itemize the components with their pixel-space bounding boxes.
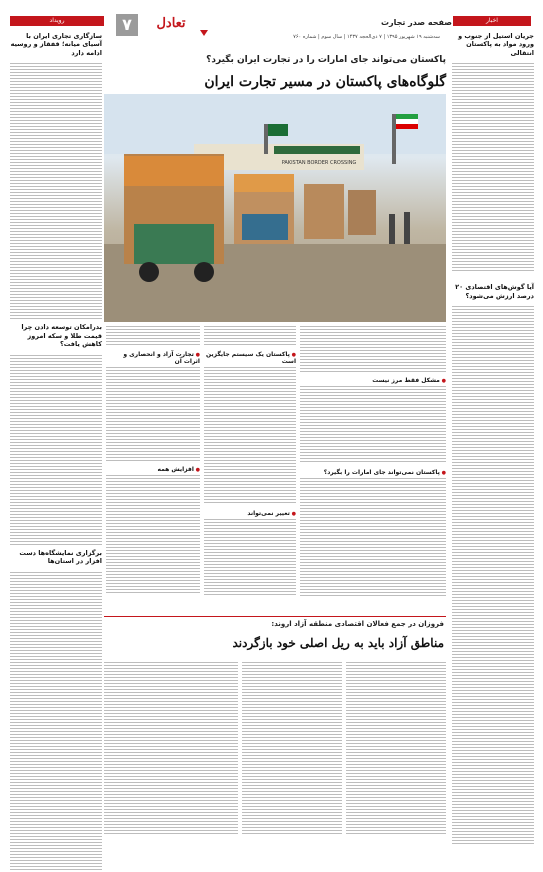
right-column-body-2 <box>452 306 534 846</box>
main-body-i <box>106 475 200 595</box>
bottom-column-1 <box>346 662 446 842</box>
bottom-subtitle: فروزان در جمع فعالان اقتصادی منطقه آزاد اروند: <box>271 620 444 628</box>
right-column <box>452 32 534 840</box>
bottom-body-1 <box>346 662 446 838</box>
triangle-icon <box>200 30 208 36</box>
main-bullet-3: ● پاکستان یک سیستم جایگزین است <box>204 351 296 365</box>
main-bullet-2: ● پاکستان نمی‌تواند جای امارات را بگیرد؟ <box>300 469 446 476</box>
bottom-column-2 <box>242 662 342 842</box>
bottom-body-2 <box>242 662 342 838</box>
page-number: ۷ <box>116 14 138 36</box>
left-column-headline-3: برگزاری نمایشگاه‌ها دست افزار در استان‌ها <box>19 548 102 566</box>
main-body-b <box>300 386 446 466</box>
left-column-headline-2: بدرامکان توسعه دادن چرا قیمت طلا و سکه امروز کاهش یافت؟ <box>21 323 102 349</box>
newspaper-logo: تعادل <box>156 16 186 31</box>
main-body-f <box>204 519 296 599</box>
main-bullet-4: ● تجارت آزاد و انحصاری و اثرات آن <box>106 351 200 365</box>
main-column-right <box>300 326 446 616</box>
main-body-d <box>204 326 296 348</box>
right-column-headline-1: جریان استیل از جنوب و ورود مواد به پاکستان انتقالی <box>458 32 534 57</box>
bottom-column-3 <box>104 662 238 842</box>
main-body-g <box>106 326 200 348</box>
main-body-h <box>106 367 200 463</box>
main-column-middle <box>204 326 296 616</box>
bottom-divider <box>104 616 446 617</box>
main-body-c <box>300 478 446 598</box>
bottom-body-3 <box>104 662 238 838</box>
left-column-headline-1: سازگاری تجاری ایران با آسیای میانه؛ قفقاز و روسیه ادامه دارد <box>10 32 102 57</box>
left-section-tab: رویداد <box>10 16 104 26</box>
right-section-tab: اخبار <box>453 16 531 26</box>
main-body-a <box>300 326 446 374</box>
left-column-body-2 <box>10 355 102 547</box>
main-subtitle: پاکستان می‌تواند جای امارات را در تجارت ایران بگیرد؟ <box>206 55 446 65</box>
main-bullet-5: ● افزایش همه <box>106 466 200 473</box>
right-column-body-1 <box>452 63 534 281</box>
section-name: صفحه صدر تجارت <box>380 18 452 27</box>
main-bullet-6: ● تغییر نمی‌تواند <box>204 510 296 517</box>
right-column-headline-2: آیا گوش‌های اقتصادی ۲۰ درصد ارزش می‌شود؟ <box>455 283 534 300</box>
main-title: گلوگاه‌های پاکستان در مسیر تجارت ایران <box>204 74 446 90</box>
left-column-body-3 <box>10 572 102 872</box>
left-column <box>10 32 102 840</box>
svg-text:PAKISTAN BORDER CROSSING: PAKISTAN BORDER CROSSING <box>281 160 357 166</box>
bottom-title: مناطق آزاد باید به ریل اصلی خود بازگردند <box>232 636 444 650</box>
main-bullet-1: ● مشکل فقط مرز نیست <box>300 377 446 384</box>
left-column-body-1 <box>10 63 102 321</box>
border-crossing-photo <box>104 94 446 322</box>
main-body-e <box>204 367 296 507</box>
date-line: سه‌شنبه ۱۹ شهریور ۱۳۹۵ | ۷ ذی‌الحجه ۱۴۳۷ | سال سوم | شماره ۷۶۰ <box>293 34 440 40</box>
main-column-left <box>106 326 200 616</box>
